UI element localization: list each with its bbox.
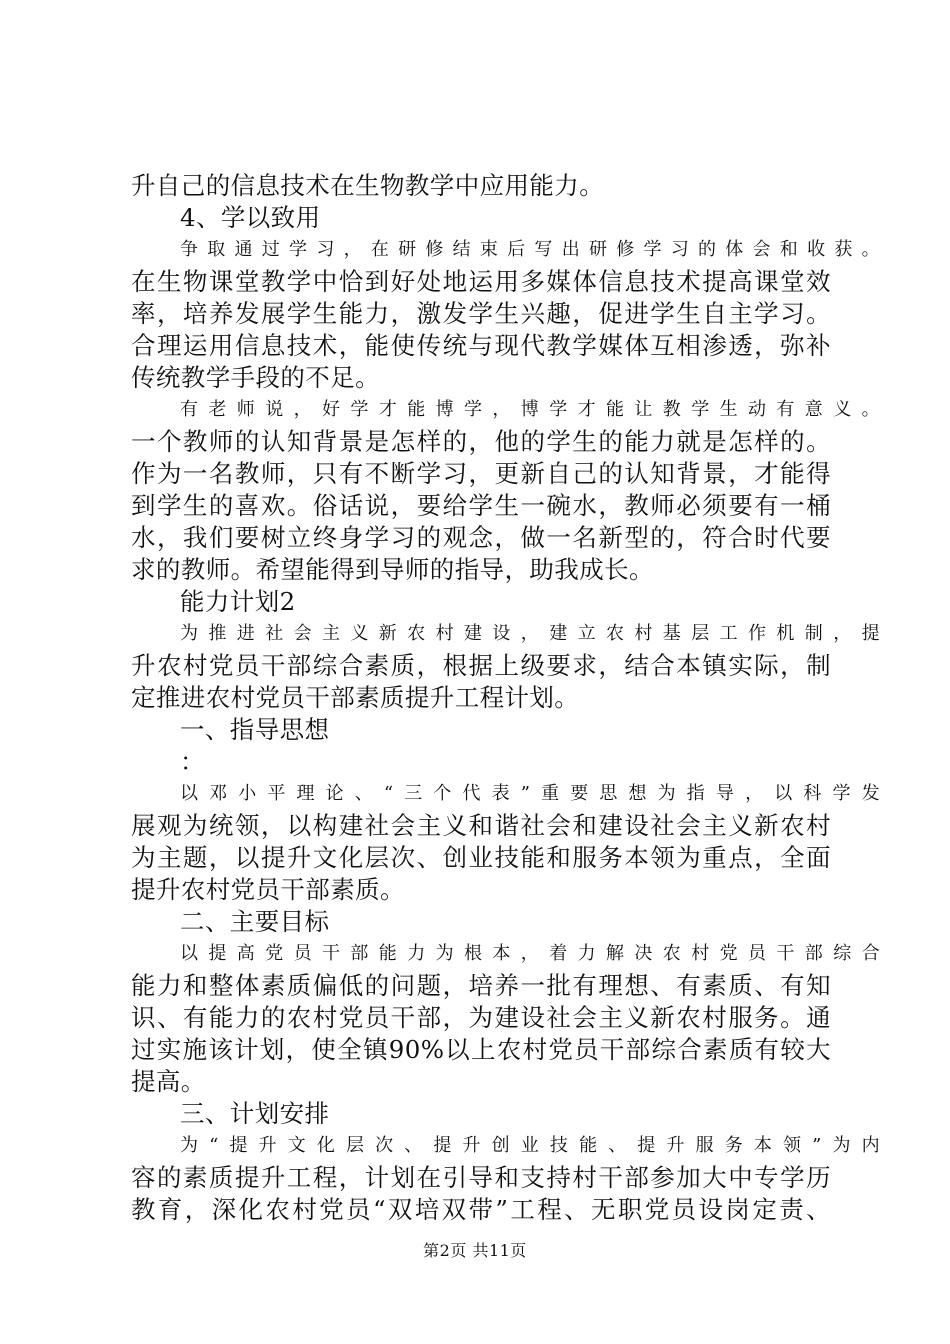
text-line: 以提高党员干部能力为根本，着力解决农村党员干部综合 bbox=[180, 943, 880, 964]
text-line: 以邓小平理论、“三个代表”重要思想为指导，以科学发 bbox=[180, 783, 880, 804]
text-line: 定推进农村党员干部素质提升工程计划。 bbox=[131, 683, 580, 712]
text-line: 容的素质提升工程，计划在引导和支持村干部参加大中专学历 bbox=[131, 1163, 831, 1192]
text-line: 能力和整体素质偏低的问题，培养一批有理想、有素质、有知 bbox=[131, 971, 831, 1000]
document-body bbox=[131, 170, 880, 1226]
text-line: 为推进社会主义新农村建设，建立农村基层工作机制，提 bbox=[180, 623, 880, 644]
text-line: ： bbox=[180, 747, 205, 776]
text-line: 传统教学手段的不足。 bbox=[131, 363, 380, 392]
text-line: 在生物课堂教学中恰到好处地运用多媒体信息技术提高课堂效 bbox=[131, 267, 831, 296]
section-heading: 二、主要目标 bbox=[180, 907, 330, 936]
text-line: 合理运用信息技术，能使传统与现代教学媒体互相渗透，弥补 bbox=[131, 331, 831, 360]
text-line: 争取通过学习，在研修结束后写出研修学习的体会和收获。 bbox=[180, 239, 880, 260]
text-line: 水，我们要树立终身学习的观念，做一名新型的，符合时代要 bbox=[131, 523, 831, 552]
section-heading: 一、指导思想 bbox=[180, 715, 330, 744]
text-line: 作为一名教师，只有不断学习，更新自己的认知背景，才能得 bbox=[131, 459, 831, 488]
text-line: 识、有能力的农村党员干部，为建设社会主义新农村服务。通 bbox=[131, 1003, 831, 1032]
text-line: 提升农村党员干部素质。 bbox=[131, 875, 405, 904]
text-line: 为主题，以提升文化层次、创业技能和服务本领为重点，全面 bbox=[131, 843, 831, 872]
text-line: 升农村党员干部综合素质，根据上级要求，结合本镇实际，制 bbox=[131, 651, 831, 680]
text-line: 展观为统领，以构建社会主义和谐社会和建设社会主义新农村 bbox=[131, 811, 831, 840]
text-line: 教育，深化农村党员“双培双带”工程、无职党员设岗定责、 bbox=[131, 1195, 831, 1224]
text-line: 到学生的喜欢。俗话说，要给学生一碗水，教师必须要有一桶 bbox=[131, 491, 831, 520]
page-number-footer: 第2页 共11页 bbox=[423, 1241, 527, 1260]
section-heading: 能力计划2 bbox=[180, 587, 296, 616]
text-line: 有老师说，好学才能博学，博学才能让教学生动有意义。 bbox=[180, 399, 880, 420]
text-line: 率，培养发展学生能力，激发学生兴趣，促进学生自主学习。 bbox=[131, 299, 831, 328]
section-heading: 三、计划安排 bbox=[180, 1099, 330, 1128]
text-line: 为“提升文化层次、提升创业技能、提升服务本领”为内 bbox=[180, 1135, 880, 1156]
text-line: 提高。 bbox=[131, 1067, 206, 1096]
text-line: 一个教师的认知背景是怎样的，他的学生的能力就是怎样的。 bbox=[131, 427, 831, 456]
text-line: 升自己的信息技术在生物教学中应用能力。 bbox=[131, 171, 605, 200]
text-line: 4、学以致用 bbox=[180, 203, 321, 232]
text-line: 过实施该计划，使全镇90%以上农村党员干部综合素质有较大 bbox=[131, 1035, 831, 1064]
text-line: 求的教师。希望能得到导师的指导，助我成长。 bbox=[131, 555, 654, 584]
